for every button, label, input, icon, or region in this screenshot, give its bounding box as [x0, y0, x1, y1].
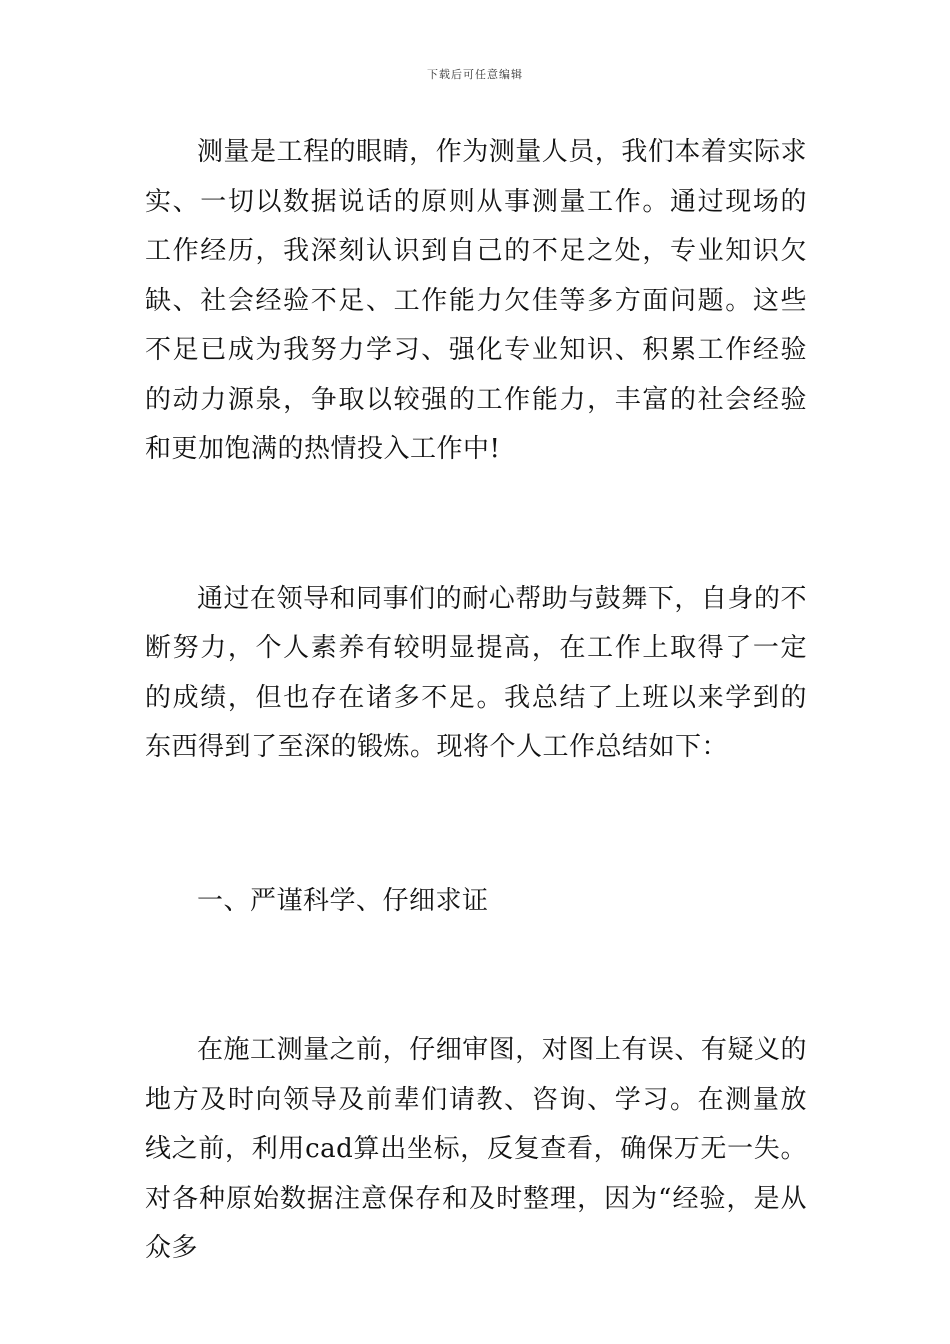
- paragraph-intro: 测量是工程的眼睛，作为测量人员，我们本着实际求实、一切以数据说话的原则从事测量工作。通过现场的工作经历，我深刻认识到自己的不足之处，专业知识欠缺、社会经验不足、工作能力欠佳等多方面问题。这些不足已成为我努力学习、强化专业知识、积累工作经验的动力源泉，争取以较强的工作能力，丰富的社会经验和更加饱满的热情投入工作中!: [145, 137, 807, 464]
- spacer: [145, 926, 807, 1026]
- spacer: [145, 773, 807, 877]
- section-heading: 一、严谨科学、仔细求证: [197, 885, 489, 916]
- spacer: [145, 475, 807, 575]
- paragraph-section-1: 在施工测量之前，仔细审图，对图上有误、有疑义的地方及时向领导及前辈们请教、咨询、学习。在测量放线之前，利用cad算出坐标，反复查看，确保万无一失。对各种原始数据注意保存和及时整理，因为“经验，是从众多: [145, 1035, 807, 1263]
- document-body: [145, 128, 807, 1274]
- download-note: 下载后可任意编辑: [427, 68, 523, 81]
- paragraph-summary: 通过在领导和同事们的耐心帮助与鼓舞下，自身的不断努力，个人素养有较明显提高，在工作上取得了一定的成绩，但也存在诸多不足。我总结了上班以来学到的东西得到了至深的锻炼。现将个人工作总结如下：: [145, 583, 807, 762]
